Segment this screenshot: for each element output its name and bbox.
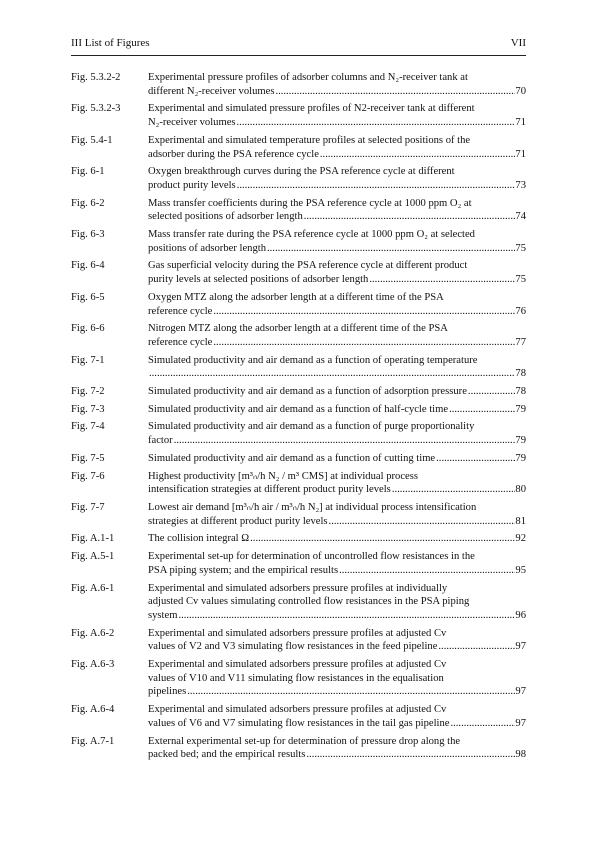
caption-text: Simulated productivity and air demand as a function of half-cycle time [148,403,449,415]
dot-leader [212,336,515,350]
figure-caption [148,354,526,381]
caption-text: adjusted Cv values simulating controlled flow resistances in the PSA piping [148,596,470,608]
figure-number: Fig. A.6-1 [71,582,115,594]
figure-entry[interactable] [71,627,526,654]
figure-number: Fig. A.7-1 [71,735,115,747]
figure-caption [148,703,526,730]
page-number[interactable]: 75 [515,274,526,286]
figure-number: Fig. A.1-1 [71,533,115,545]
dot-leader [148,367,515,381]
header-page-number: VII [510,37,526,49]
figure-entry[interactable] [71,735,526,762]
caption-text: Nitrogen MTZ along the adsorber length at a different time of the PSA [148,323,448,335]
dot-leader [449,717,515,731]
page-number[interactable]: 98 [515,749,526,761]
figure-number: Fig. A.6-2 [71,627,115,639]
caption-text: reference cycle [148,336,213,348]
figure-number: Fig. 7-4 [71,421,105,433]
caption-text: different N₂-receiver volumes [148,85,275,97]
header-section-title: III List of Figures [71,37,150,49]
caption-text: Simulated productivity and air demand as a function of adsorption pressure [148,386,467,398]
caption-text: values of V2 and V3 simulating flow resistances in the feed pipeline [148,641,438,653]
dot-leader [274,85,515,99]
figure-caption [148,735,526,762]
caption-text: positions of adsorber length [148,242,266,254]
figure-caption [148,165,526,192]
figure-caption [148,501,526,528]
page-number[interactable]: 95 [515,564,526,576]
figure-caption [148,228,526,255]
figure-entry[interactable] [71,470,526,497]
caption-text: Experimental and simulated adsorbers pressure profiles at adjusted Cv [148,659,447,671]
figure-caption [148,550,526,577]
dot-leader [266,242,515,256]
figure-entry[interactable] [71,259,526,286]
figure-caption [148,403,526,417]
caption-text: Experimental and simulated temperature profiles at selected positions of the [148,134,471,146]
figure-caption [148,322,526,349]
figure-entry[interactable] [71,385,526,399]
caption-text: Lowest air demand [m³ₙ/h air / m³ₙ/h N₂] at individual process intensification [148,501,477,513]
caption-text: Experimental pressure profiles of adsorber columns and N₂-receiver tank at [148,72,468,83]
caption-text: Experimental and simulated adsorbers pressure profiles at individually [148,582,448,594]
page-number[interactable]: 70 [515,85,526,97]
figure-entry[interactable] [71,658,526,699]
figure-caption [148,197,526,224]
figure-number: Fig. 6-2 [71,197,105,209]
page-number[interactable]: 77 [515,336,526,348]
dot-leader [236,116,516,130]
dot-leader [249,532,515,546]
caption-text: packed bed; and the empirical results [148,749,306,761]
figure-number: Fig. 5.3.2-2 [71,72,121,83]
figure-entry[interactable] [71,291,526,318]
figure-caption [148,627,526,654]
figure-number: Fig. 5.4-1 [71,134,113,146]
page-number[interactable]: 97 [515,717,526,729]
figure-number: Fig. A.6-4 [71,704,115,716]
caption-text: purity levels at selected positions of adsorber length [148,274,369,286]
figure-number: Fig. 6-1 [71,166,105,178]
caption-text: values of V10 and V11 simulating flow resistances in the equalisation [148,672,444,684]
caption-text: Mass transfer rate during the PSA reference cycle at 1000 ppm O₂ at selected [148,229,475,241]
page-number[interactable]: 79 [515,435,526,447]
figure-entry[interactable] [71,71,526,98]
figure-caption [148,532,526,546]
dot-leader [319,148,516,162]
figure-entry[interactable] [71,354,526,381]
figure-entry[interactable] [71,703,526,730]
figure-caption [148,71,526,98]
page-number[interactable]: 71 [515,117,526,129]
dot-leader [448,403,515,417]
figure-caption [148,452,526,466]
figure-entry[interactable] [71,197,526,224]
caption-text: Simulated productivity and air demand as a function of purge proportionality [148,421,475,433]
caption-text: factor [148,435,173,447]
caption-text: Experimental and simulated adsorbers pressure profiles at adjusted Cv [148,704,447,716]
figure-entry[interactable] [71,228,526,255]
caption-text: Oxygen MTZ along the adsorber length at a different time of the PSA [148,291,444,303]
caption-text: Gas superficial velocity during the PSA reference cycle at different product [148,260,468,272]
figure-caption [148,291,526,318]
figure-caption [148,658,526,699]
dot-leader [467,385,515,399]
dot-leader [186,685,515,699]
figure-number: Fig. 6-5 [71,291,105,303]
figure-number: Fig. 7-1 [71,354,105,366]
figure-number: Fig. 7-6 [71,470,105,482]
list-of-figures [71,71,526,766]
dot-leader [212,305,515,319]
figure-entry[interactable] [71,582,526,623]
page-number[interactable]: 97 [515,686,526,698]
caption-text: strategies at different product purity levels [148,515,328,527]
figure-number: Fig. 6-3 [71,229,105,241]
dot-leader [368,273,515,287]
page-number[interactable]: 75 [515,242,526,254]
dot-leader [173,434,516,448]
dot-leader [328,515,516,529]
figure-number: Fig. 6-4 [71,260,105,272]
figure-number: Fig. 5.3.2-3 [71,103,121,115]
caption-text: Experimental and simulated adsorbers pressure profiles at adjusted Cv [148,627,447,639]
caption-text: pipelines [148,686,187,698]
caption-text: Simulated productivity and air demand as a function of cutting time [148,452,436,464]
figure-number: Fig. A.5-1 [71,551,115,563]
dot-leader [338,564,515,578]
figure-entry[interactable] [71,165,526,192]
page-number[interactable]: 78 [515,386,526,398]
page-number[interactable]: 81 [515,515,526,527]
dot-leader [236,179,516,193]
figure-number: Fig. 7-5 [71,452,105,464]
dot-leader [435,452,515,466]
figure-number: Fig. 7-3 [71,403,105,415]
page-number[interactable]: 73 [515,179,526,191]
figure-entry[interactable] [71,102,526,129]
caption-text: Mass transfer coefficients during the PSA reference cycle at 1000 ppm O₂ at [148,197,472,209]
page-number[interactable]: 74 [515,211,526,223]
figure-caption [148,385,526,399]
dot-leader [303,210,516,224]
figure-entry[interactable] [71,322,526,349]
caption-text: N₂-receiver volumes [148,117,236,129]
dot-leader [391,483,516,497]
page-number[interactable]: 78 [515,368,526,380]
caption-text: The collision integral Ω [148,533,250,545]
figure-entry[interactable] [71,532,526,546]
figure-caption [148,420,526,447]
figure-caption [148,259,526,286]
page-number[interactable]: 80 [515,484,526,496]
page-number[interactable]: 96 [515,609,526,621]
dot-leader [305,748,515,762]
caption-text: intensification strategies at different product purity levels [148,484,391,496]
page-number[interactable]: 76 [515,305,526,317]
caption-text: adsorber during the PSA reference cycle [148,148,319,160]
figure-entry[interactable] [71,550,526,577]
figure-number: Fig. 7-2 [71,386,105,398]
page-number[interactable]: 71 [515,148,526,160]
caption-text: values of V6 and V7 simulating flow resistances in the tail gas pipeline [148,717,450,729]
figure-caption [148,582,526,623]
dot-leader [177,609,515,623]
dot-leader [437,640,515,654]
caption-text: selected positions of adsorber length [148,211,303,223]
page-number[interactable]: 79 [515,403,526,415]
figure-entry[interactable] [71,134,526,161]
caption-text: Experimental set-up for determination of uncontrolled flow resistances in the [148,551,475,563]
figure-entry[interactable] [71,403,526,417]
figure-caption [148,134,526,161]
figure-number: Fig. A.6-3 [71,659,115,671]
caption-text: Simulated productivity and air demand as a function of operating temperature [148,354,478,366]
caption-text: Highest productivity [m³ₙ/h N₂ / m³ CMS] at individual process [148,470,418,482]
page-number[interactable]: 79 [515,452,526,464]
caption-text: Experimental and simulated pressure profiles of N2-receiver tank at different [148,103,475,115]
figure-entry[interactable] [71,420,526,447]
caption-text: reference cycle [148,305,213,317]
figure-number: Fig. 7-7 [71,501,105,513]
figure-entry[interactable] [71,452,526,466]
page-number[interactable]: 92 [515,533,526,545]
caption-text: system [148,609,178,621]
figure-entry[interactable] [71,501,526,528]
figure-caption [148,470,526,497]
running-header [71,35,526,56]
caption-text: PSA piping system; and the empirical results [148,564,339,576]
caption-text: Oxygen breakthrough curves during the PSA reference cycle at different [148,166,455,178]
caption-text: External experimental set-up for determination of pressure drop along the [148,735,461,747]
figure-caption [148,102,526,129]
page-number[interactable]: 97 [515,641,526,653]
caption-text: product purity levels [148,179,236,191]
figure-number: Fig. 6-6 [71,323,105,335]
